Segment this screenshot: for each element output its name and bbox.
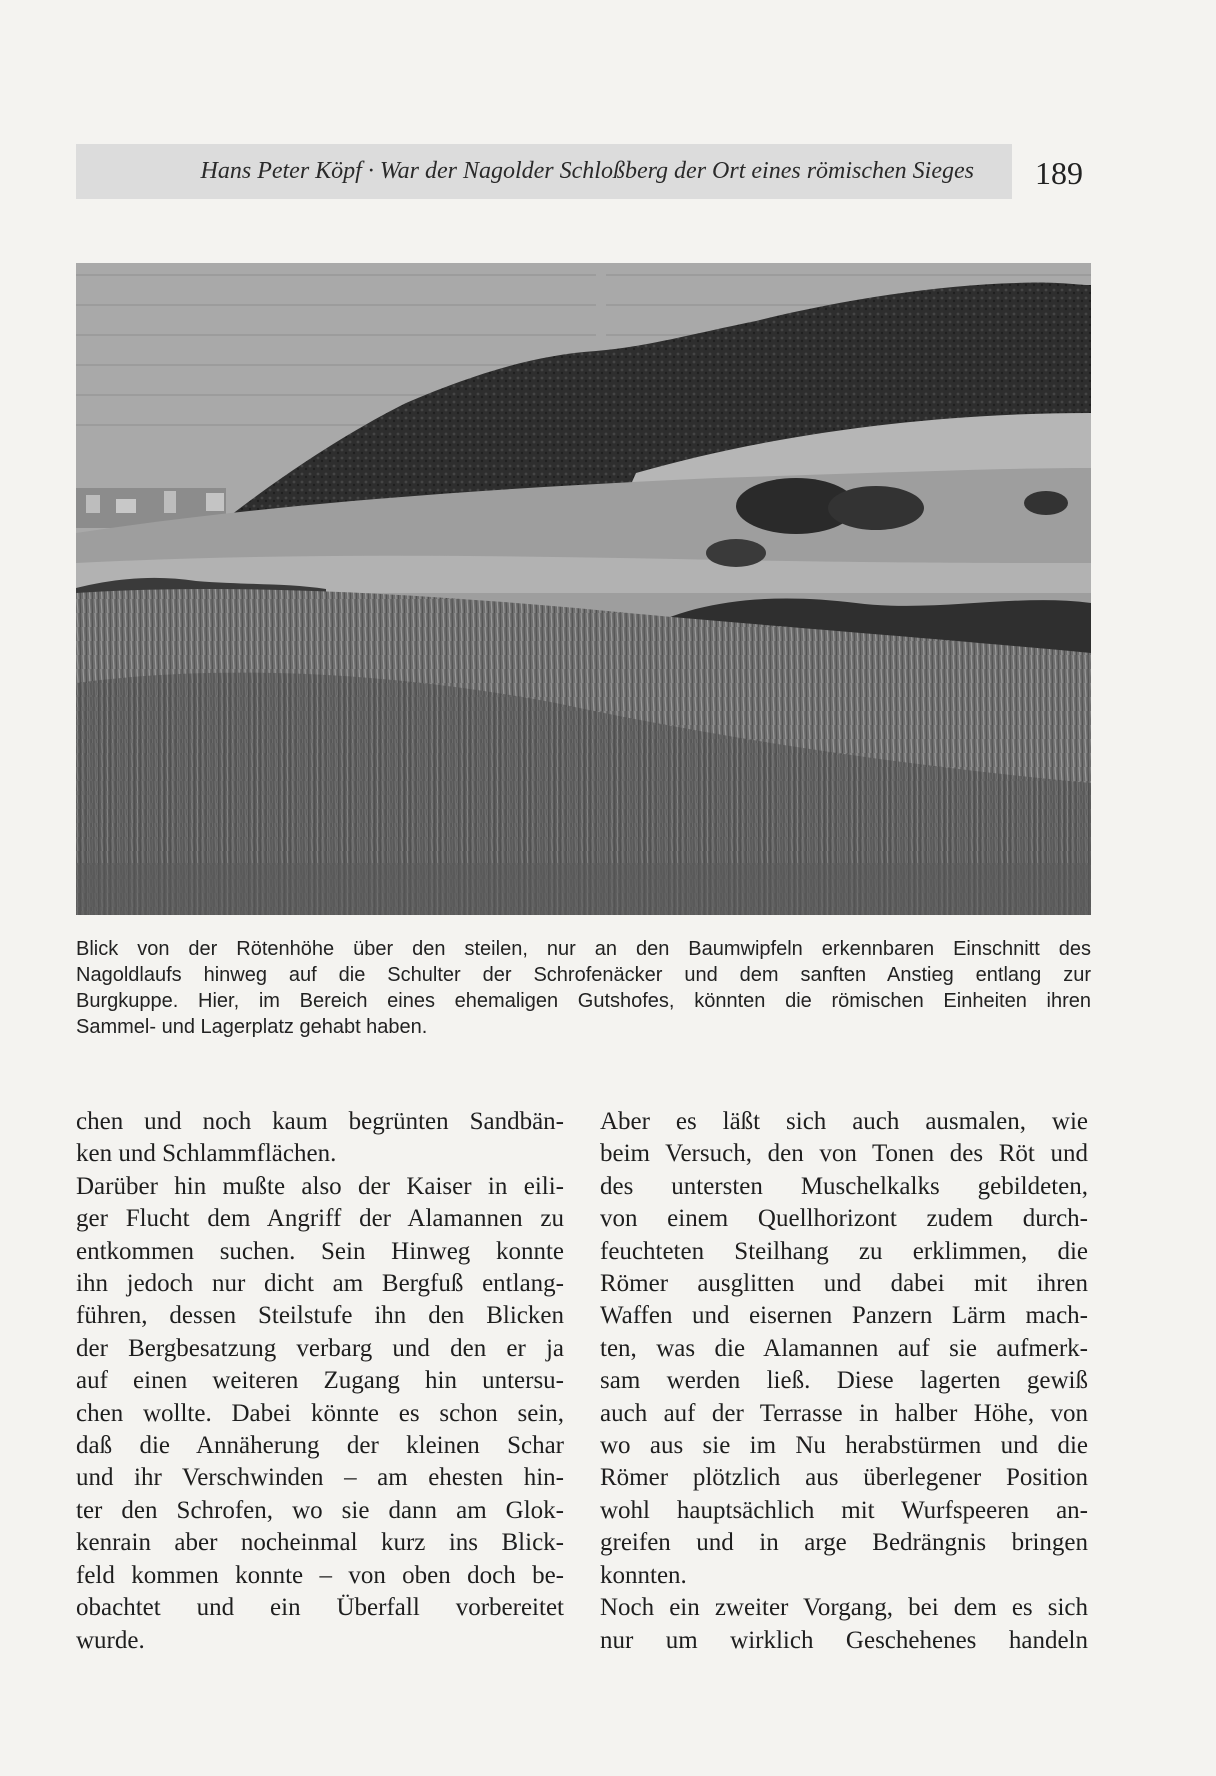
figure-caption xyxy=(76,936,1091,1040)
text-line: von einem Quellhorizont zudem durch- xyxy=(600,1205,1088,1233)
page-number: 189 xyxy=(1035,155,1083,191)
text-line: daß die Annäherung der kleinen Schar xyxy=(76,1432,564,1460)
body-column-right xyxy=(600,1106,1088,1657)
text-line: konnten. xyxy=(600,1561,687,1589)
text-line: ihn jedoch nur dicht am Bergfuß entlang- xyxy=(76,1270,564,1298)
running-head: Hans Peter Köpf · War der Nagolder Schloßberg der Ort eines römischen Sieges xyxy=(200,158,974,184)
text-line: Waffen und eisernen Panzern Lärm mach- xyxy=(600,1302,1088,1330)
text-line: chen wollte. Dabei könnte es schon sein, xyxy=(76,1399,564,1427)
text-line: chen und noch kaum begrünten Sandbän- xyxy=(76,1108,564,1135)
text-line: Noch ein zweiter Vorgang, bei dem es sich xyxy=(600,1594,1088,1622)
text-line: sam werden ließ. Diese lagerten gewiß xyxy=(600,1367,1088,1395)
text-line: entkommen suchen. Sein Hinweg konnte xyxy=(76,1237,564,1265)
text-line: wohl hauptsächlich mit Wurfspeeren an- xyxy=(600,1496,1088,1524)
text-line: und ihr Verschwinden – am ehesten hin- xyxy=(76,1464,564,1492)
text-line: greifen und in arge Bedrängnis bringen xyxy=(600,1529,1088,1557)
text-line: ger Flucht dem Angriff der Alamannen zu xyxy=(76,1205,564,1233)
text-line: Römer plötzlich aus überlegener Position xyxy=(600,1464,1088,1492)
caption-line: Nagoldlaufs hinweg auf die Schulter der Schrofenäcker und dem sanften Anstieg entlang zur xyxy=(76,964,1091,986)
text-line: feuchteten Steilhang zu erklimmen, die xyxy=(600,1237,1088,1265)
text-line: wo aus sie im Nu herabstürmen und die xyxy=(600,1432,1088,1460)
text-line: kenrain aber nocheinmal kurz ins Blick- xyxy=(76,1529,564,1557)
caption-line: Burgkuppe. Hier, im Bereich eines ehemaligen Gutshofes, könnten die römischen Einheiten ihren xyxy=(76,990,1091,1012)
text-line: wurde. xyxy=(76,1626,145,1654)
text-line: des untersten Muschelkalks gebildeten, xyxy=(600,1172,1088,1200)
text-line: auf einen weiteren Zugang hin untersu- xyxy=(76,1367,564,1395)
text-line: nur um wirklich Geschehenes handeln xyxy=(600,1626,1088,1654)
text-line: führen, dessen Steilstufe ihn den Blicken xyxy=(76,1302,564,1330)
text-line: der Bergbesatzung verbarg und den er ja xyxy=(76,1334,564,1362)
landscape-photo xyxy=(76,263,1091,915)
running-head-bar xyxy=(76,144,1012,199)
text-line: ten, was die Alamannen auf sie aufmerk- xyxy=(600,1334,1088,1362)
caption-line: Blick von der Rötenhöhe über den steilen, nur an den Baumwipfeln erkennbaren Einschnitt des xyxy=(76,938,1091,960)
body-column-left xyxy=(76,1106,564,1657)
caption-line: Sammel- und Lagerplatz gehabt haben. xyxy=(76,1016,428,1038)
text-line: Römer ausglitten und dabei mit ihren xyxy=(600,1270,1088,1298)
text-line: Darüber hin mußte also der Kaiser in eili- xyxy=(76,1172,564,1200)
text-line: ken und Schlammflächen. xyxy=(76,1140,337,1168)
text-line: Aber es läßt sich auch ausmalen, wie xyxy=(600,1108,1088,1135)
text-line: obachtet und ein Überfall vorbereitet xyxy=(76,1594,564,1622)
text-line: beim Versuch, den von Tonen des Röt und xyxy=(600,1140,1088,1168)
text-line: feld kommen konnte – von oben doch be- xyxy=(76,1561,564,1589)
text-line: ter den Schrofen, wo sie dann am Glok- xyxy=(76,1496,564,1524)
text-line: auch auf der Terrasse in halber Höhe, von xyxy=(600,1399,1088,1427)
